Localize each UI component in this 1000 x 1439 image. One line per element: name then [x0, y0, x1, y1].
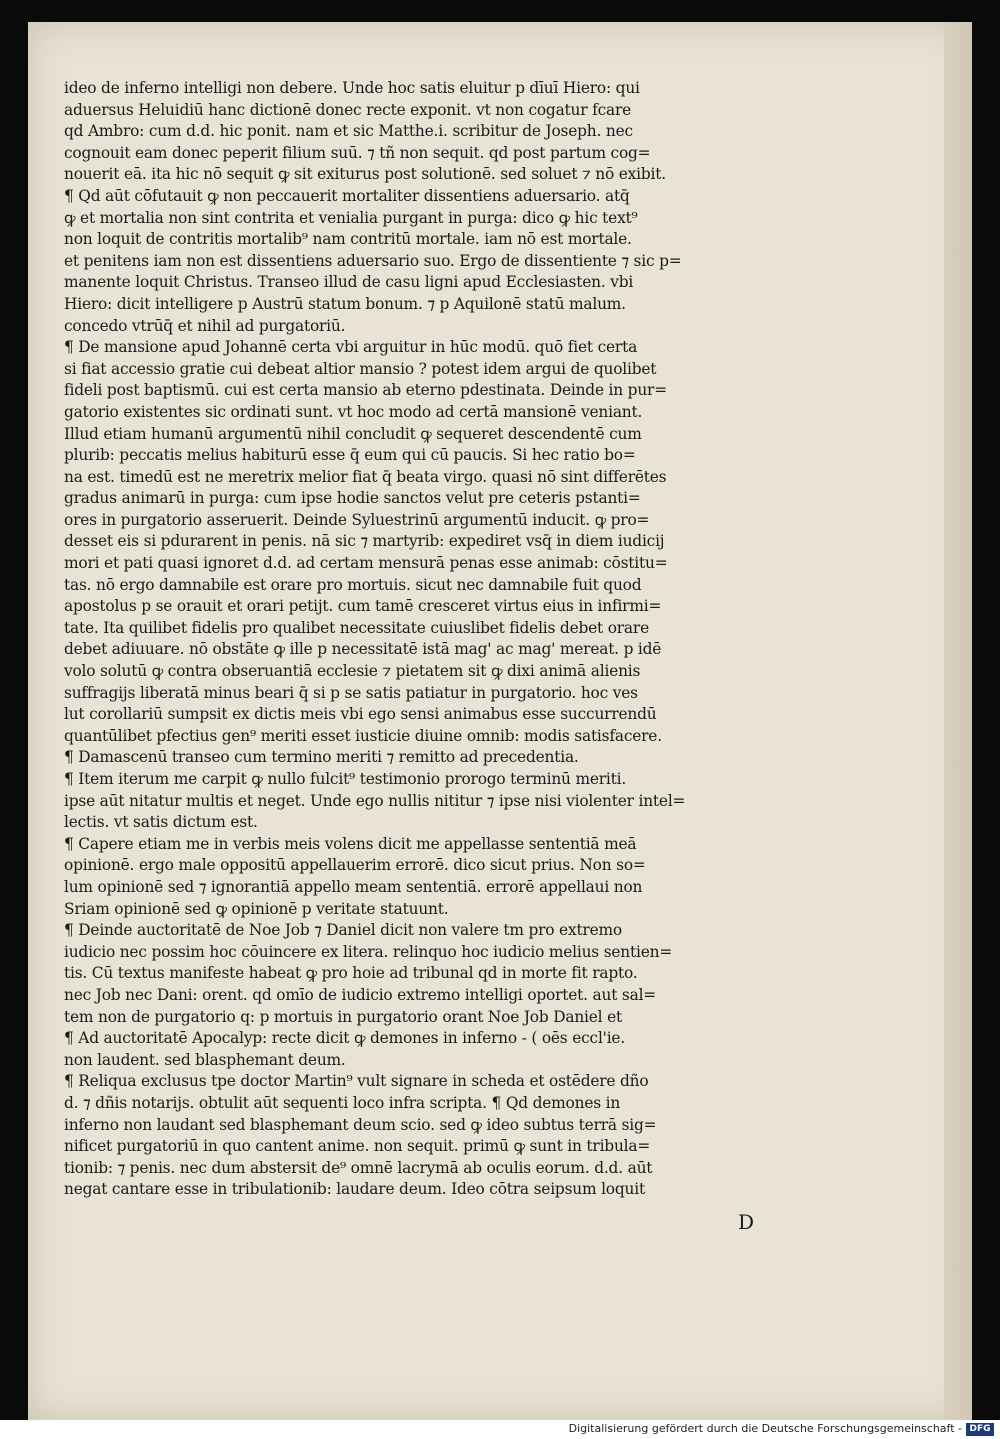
text-line: plurib: peccatis melius habiturū esse q̄ eum qui cū paucis. Si hec ratio bo=: [64, 446, 636, 465]
footer-credit: Digitalisierung gefördert durch die Deutsche Forschungsgemeinschaft -: [568, 1422, 962, 1435]
text-line: mori et pati quasi ignoret d.d. ad certam mensurā penas esse animab: cōstitu=: [64, 554, 668, 573]
text-line: ores in purgatorio asseruerit. Deinde Syluestrinū argumentū inducit. ꝙ pro=: [64, 510, 650, 529]
text-line: d. ⁊ dñis notarijs. obtulit aūt sequenti loco infra scripta. ¶ Qd demones in: [64, 1093, 621, 1112]
text-line: ꝙ et mortalia non sint contrita et venialia purgant in purga: dico ꝙ hic text⁹: [64, 208, 638, 227]
footer-bar: [0, 1420, 1000, 1439]
text-line: lum opinionē sed ⁊ ignorantiā appello meam sententiā. errorē appellaui non: [64, 877, 643, 896]
text-line: lectis. vt satis dictum est.: [64, 813, 258, 832]
text-line: qd Ambro: cum d.d. hic ponit. nam et sic Matthe.i. scribitur de Joseph. nec: [64, 122, 633, 141]
text-line: non loquit de contritis mortalib⁹ nam contritū mortale. iam nō est mortale.: [64, 230, 632, 249]
text-line: tem non de purgatorio q: p mortuis in purgatorio orant Noe Job Daniel et: [64, 1007, 622, 1026]
text-line: quantūlibet pfectius gen⁹ meriti esset iusticie diuine omnib: modis satisfacere.: [64, 726, 662, 745]
text-line: tate. Ita quilibet fidelis pro qualibet necessitate cuiuslibet fidelis debet orare: [64, 618, 649, 637]
text-line: nouerit eā. ita hic nō sequit ꝙ sit exiturus post solutionē. sed soluet ⁊ nō exibit.: [64, 165, 666, 184]
text-line: ¶ De mansione apud Johannē certa vbi arguitur in hūc modū. quō fiet certa: [64, 338, 638, 357]
text-line: lut corollariū sumpsit ex dictis meis vbi ego sensi animabus esse succurrendū: [64, 705, 657, 724]
text-line: na est. timedū est ne meretrix melior fiat q̄ beata virgo. quasi nō sint differētes: [64, 467, 667, 486]
text-line: Hiero: dicit intelligere p Austrū statum bonum. ⁊ p Aquilonē statū malum.: [64, 294, 626, 313]
text-line: gatorio existentes sic ordinati sunt. vt hoc modo ad certā mansionē veniant.: [64, 402, 643, 421]
text-line: et penitens iam non est dissentiens aduersario suo. Ergo de dissentiente ⁊ sic p=: [64, 251, 682, 270]
text-line: nec Job nec Dani: orent. qd omīo de iudicio extremo intelligi oportet. aut sal=: [64, 985, 656, 1004]
text-line: inferno non laudant sed blasphemant deum scio. sed ꝙ ideo subtus terrā sig=: [64, 1115, 657, 1134]
text-line: ¶ Ad auctoritatē Apocalyp: recte dicit ꝙ demones in inferno - ( oēs eccl'ie.: [64, 1029, 626, 1048]
text-line: apostolus p se orauit et orari petijt. cum tamē cresceret virtus eius in infirmi=: [64, 597, 662, 616]
text-line: debet adiuuare. nō obstāte ꝙ ille p necessitatē istā mag' ac mag' mereat. p idē: [64, 640, 662, 659]
text-line: ¶ Damascenū transeo cum termino meriti ⁊ remitto ad precedentia.: [64, 748, 579, 767]
text-line: si fiat accessio gratie cui debeat altior mansio ? potest idem argui de quolibet: [64, 359, 657, 378]
text-line: Sriam opinionē sed ꝙ opinionē p veritate statuunt.: [64, 899, 449, 918]
text-line: ¶ Capere etiam me in verbis meis volens dicit me appellasse sententiā meā: [64, 834, 637, 853]
text-line: volo solutū ꝙ contra obseruantiā ecclesie ⁊ pietatem sit ꝙ dixi animā alienis: [64, 662, 641, 681]
text-line: fideli post baptismū. cui est certa mansio ab eterno pdestinata. Deinde in pur=: [64, 381, 667, 400]
catchword: D: [738, 1210, 755, 1234]
page-text-block: [64, 78, 804, 1201]
text-line: suffragijs liberatā minus beari q̄ si p se satis patiatur in purgatorio. hoc ves: [64, 683, 638, 702]
text-line: ideo de inferno intelligi non debere. Unde hoc satis eluitur p dīuī Hiero: qui: [64, 79, 640, 97]
text-line: aduersus Heluidiū hanc dictionē donec recte exponit. vt non cogatur fcare: [64, 100, 632, 119]
book-page: [28, 22, 972, 1420]
text-line: ipse aūt nitatur multis et neget. Unde ego nullis nititur ⁊ ipse nisi violenter intel=: [64, 791, 686, 810]
text-line: cognouit eam donec peperit filium suū. ⁊ tñ non sequit. qd post partum cog=: [64, 143, 651, 162]
text-line: Illud etiam humanū argumentū nihil concludit ꝙ sequeret descendentē cum: [64, 424, 642, 443]
text-line: negat cantare esse in tribulationib: laudare deum. Ideo cōtra seipsum loquit: [64, 1180, 645, 1199]
text-line: tas. nō ergo damnabile est orare pro mortuis. sicut nec damnabile fuit quod: [64, 575, 642, 594]
text-line: tionib: ⁊ penis. nec dum abstersit de⁹ omnē lacrymā ab oculis eorum. d.d. aūt: [64, 1158, 653, 1177]
text-line: iudicio nec possim hoc cōuincere ex litera. relinquo hoc iudicio melius sentien=: [64, 942, 673, 961]
text-line: tis. Cū textus manifeste habeat ꝙ pro hoie ad tribunal qd in morte fit rapto.: [64, 964, 638, 983]
text-line: concedo vtrūq̄ et nihil ad purgatoriū.: [64, 316, 346, 335]
page-edge: [944, 22, 972, 1420]
text-line: gradus animarū in purga: cum ipse hodie sanctos velut pre ceteris pstanti=: [64, 489, 641, 508]
text-line: ¶ Item iterum me carpit ꝙ nullo fulcit⁹ testimonio prorogo terminū meriti.: [64, 770, 627, 788]
text-line: desset eis si pdurarent in penis. nā sic ⁊ martyrib: expediret vsq̄ in diem iudicij: [64, 532, 665, 551]
text-line: opinionē. ergo male oppositū appellauerim errorē. dico sicut prius. Non so=: [64, 856, 646, 875]
dfg-logo-icon: DFG: [966, 1423, 994, 1436]
text-line: manente loquit Christus. Transeo illud de casu ligni apud Ecclesiasten. vbi: [64, 273, 634, 292]
text-line: ¶ Reliqua exclusus tpe doctor Martin⁹ vult signare in scheda et ostēdere dño: [64, 1072, 649, 1091]
text-line: non laudent. sed blasphemant deum.: [64, 1050, 346, 1069]
text-line: ¶ Deinde auctoritatē de Noe Job ⁊ Daniel dicit non valere tm pro extremo: [64, 921, 622, 940]
text-line: nificet purgatoriū in quo cantent anime. non sequit. primū ꝙ sunt in tribula=: [64, 1137, 651, 1156]
text-line: ¶ Qd aūt cōfutauit ꝙ non peccauerit mortaliter dissentiens aduersario. atq̄: [64, 186, 630, 205]
